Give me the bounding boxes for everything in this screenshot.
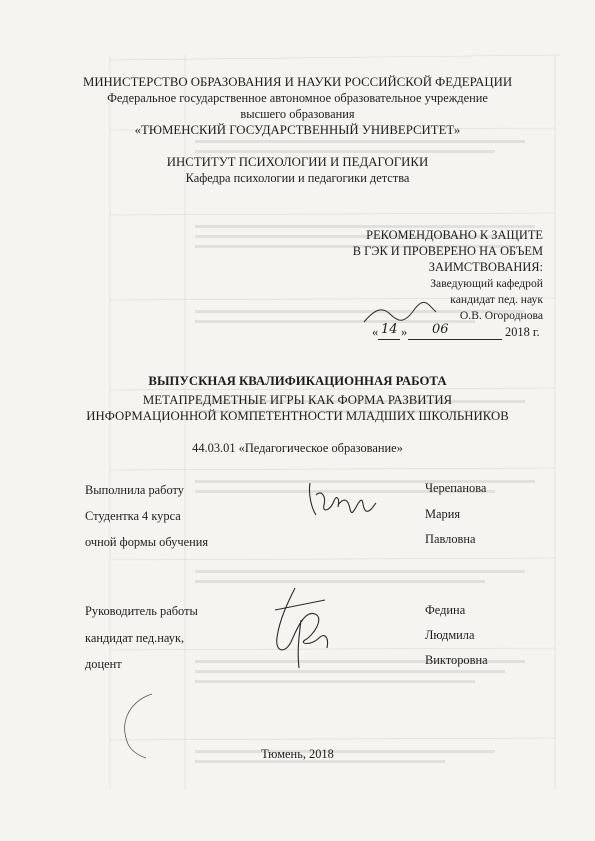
thesis-title-line2: ИНФОРМАЦИОННОЙ КОМПЕТЕНТНОСТИ МЛАДШИХ ШКОЛЬНИКОВ (86, 409, 509, 423)
approval-line2: В ГЭК И ПРОВЕРЕНО НА ОБЪЕМ (352, 244, 543, 258)
supervisor-signature-image (255, 580, 350, 675)
approval-name: О.В. Огороднова (459, 309, 543, 322)
approval-date-close: » (401, 325, 408, 339)
city-year: Тюмень, 2018 (261, 747, 334, 761)
student-label3: очной формы обучения (85, 535, 209, 549)
approval-line3: ЗАИМСТВОВАНИЯ: (428, 260, 543, 274)
approval-date-open: « (372, 325, 379, 339)
thesis-type: ВЫПУСКНАЯ КВАЛИФИКАЦИОННАЯ РАБОТА (148, 374, 447, 388)
supervisor-first-name: Людмила (425, 628, 475, 642)
department-name: Кафедра психологии и педагогики детства (185, 171, 410, 185)
supervisor-label3: доцент (85, 657, 122, 671)
head-signature-image (360, 300, 440, 328)
institution-type-line1: Федеральное государственное автономное образовательное учреждение (107, 91, 488, 105)
student-patronymic: Павловна (425, 532, 476, 546)
student-surname: Черепанова (425, 481, 487, 495)
student-label1: Выполнила работу (85, 483, 184, 497)
date-day-underline (378, 339, 400, 340)
institute-name: ИНСТИТУТ ПСИХОЛОГИИ И ПЕДАГОГИКИ (166, 155, 429, 169)
student-label2: Студентка 4 курса (85, 509, 181, 523)
supervisor-label2: кандидат пед.наук, (85, 631, 185, 645)
student-signature-image (300, 475, 380, 525)
institution-type-line2: высшего образования (240, 107, 355, 121)
approval-date-day: 14 (381, 322, 398, 337)
thesis-title-line1: МЕТАПРЕДМЕТНЫЕ ИГРЫ КАК ФОРМА РАЗВИТИЯ (142, 393, 453, 407)
approval-date-year: 2018 г. (505, 325, 540, 339)
supervisor-surname: Федина (425, 603, 466, 617)
approval-line1: РЕКОМЕНДОВАНО К ЗАЩИТЕ (366, 228, 543, 242)
supervisor-patronymic: Викторовна (425, 653, 488, 667)
date-month-underline (408, 339, 502, 340)
approval-date-month: 06 (432, 322, 449, 337)
approval-degree: кандидат пед. наук (450, 293, 543, 306)
approval-position: Заведующий кафедрой (430, 277, 543, 290)
student-first-name: Мария (425, 507, 461, 521)
supervisor-label1: Руководитель работы (85, 604, 198, 618)
university-name: «ТЮМЕНСКИЙ ГОСУДАРСТВЕННЫЙ УНИВЕРСИТЕТ» (134, 123, 461, 137)
thesis-specialty: 44.03.01 «Педагогическое образование» (192, 441, 403, 455)
ministry-name: МИНИСТЕРСТВО ОБРАЗОВАНИЯ И НАУКИ РОССИЙСКОЙ ФЕДЕРАЦИИ (82, 75, 513, 89)
